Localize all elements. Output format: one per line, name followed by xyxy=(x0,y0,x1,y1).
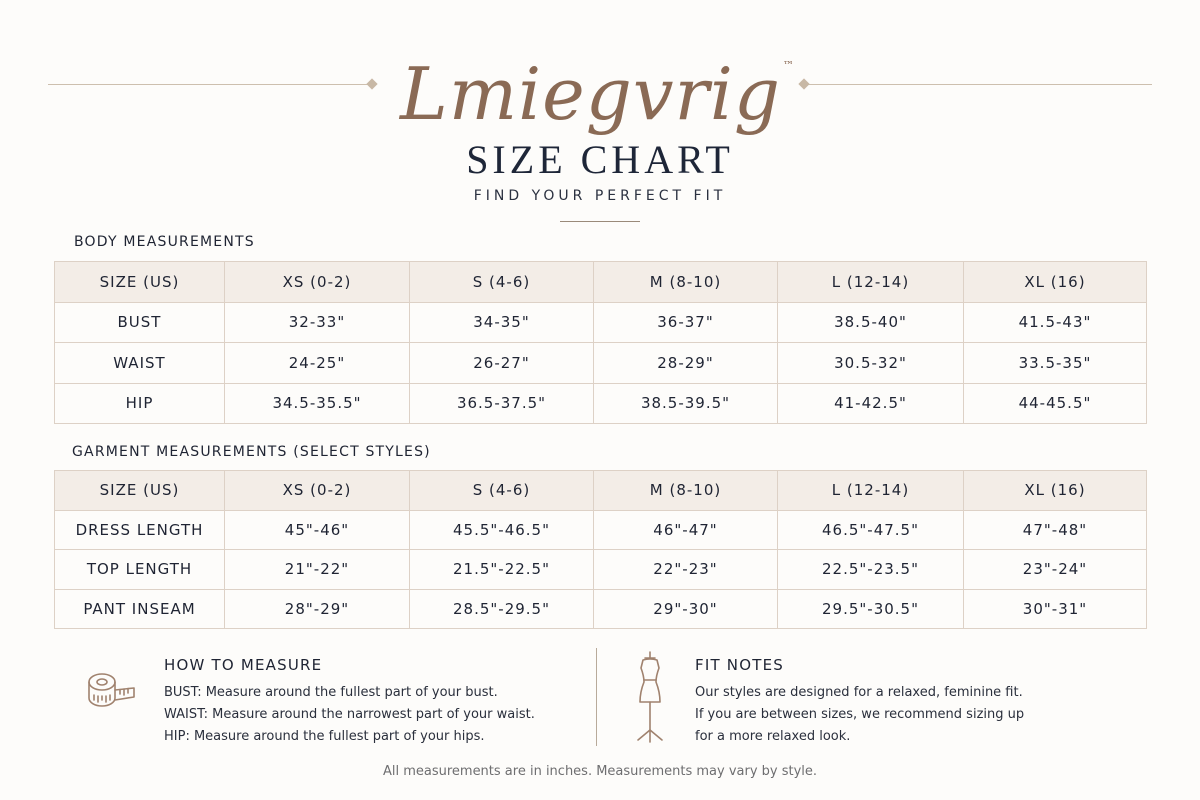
header-cell: L (12-14) xyxy=(778,471,964,511)
header-cell: S (4-6) xyxy=(410,262,594,303)
header-cell: XL (16) xyxy=(964,262,1147,303)
fit-notes-heading: FIT NOTES xyxy=(695,656,784,674)
row-label: DRESS LENGTH xyxy=(55,510,225,550)
table-header-row xyxy=(55,471,1147,511)
how-to-measure-text xyxy=(164,682,535,748)
header-cell: XL (16) xyxy=(964,471,1147,511)
title-divider xyxy=(560,221,640,222)
table-cell: 34.5-35.5" xyxy=(225,383,410,424)
table-cell: 23"-24" xyxy=(964,550,1147,590)
table-cell: 33.5-35" xyxy=(964,343,1147,384)
fit-note-line: Our styles are designed for a relaxed, feminine fit. xyxy=(695,685,1023,700)
garment-measurements-title: GARMENT MEASUREMENTS (SELECT STYLES) xyxy=(72,444,431,460)
measuring-tape-icon xyxy=(82,664,138,714)
table-cell: 38.5-39.5" xyxy=(594,383,778,424)
measure-instruction-waist: WAIST: Measure around the narrowest part of your waist. xyxy=(164,707,535,722)
table-cell: 21"-22" xyxy=(225,550,410,590)
body-measurements-title: BODY MEASUREMENTS xyxy=(74,234,255,250)
fit-note-line: If you are between sizes, we recommend sizing up xyxy=(695,707,1025,722)
table-cell: 36-37" xyxy=(594,302,778,343)
ornament-diamond-right xyxy=(798,78,809,89)
vertical-divider xyxy=(596,648,597,746)
table-cell: 44-45.5" xyxy=(964,383,1147,424)
row-label: TOP LENGTH xyxy=(55,550,225,590)
table-cell: 28.5"-29.5" xyxy=(410,589,594,629)
ornament-diamond-left xyxy=(366,78,377,89)
fit-note-line: for a more relaxed look. xyxy=(695,729,851,744)
table-row xyxy=(55,510,1147,550)
table-row xyxy=(55,302,1147,343)
page-subtitle: FIND YOUR PERFECT FIT xyxy=(473,188,727,204)
table-header-row xyxy=(55,262,1147,303)
row-label: PANT INSEAM xyxy=(55,589,225,629)
header-cell: XS (0-2) xyxy=(225,471,410,511)
table-cell: 24-25" xyxy=(225,343,410,384)
table-cell: 45.5"-46.5" xyxy=(410,510,594,550)
header xyxy=(0,0,1200,230)
trademark-symbol: ™ xyxy=(783,59,795,72)
fit-notes-text xyxy=(695,682,1024,748)
table-row xyxy=(55,343,1147,384)
table-cell: 28-29" xyxy=(594,343,778,384)
table-cell: 47"-48" xyxy=(964,510,1147,550)
table-row xyxy=(55,383,1147,424)
table-cell: 38.5-40" xyxy=(778,302,964,343)
table-cell: 41-42.5" xyxy=(778,383,964,424)
header-cell: S (4-6) xyxy=(410,471,594,511)
header-cell: L (12-14) xyxy=(778,262,964,303)
row-label: WAIST xyxy=(55,343,225,384)
table-cell: 21.5"-22.5" xyxy=(410,550,594,590)
table-cell: 29"-30" xyxy=(594,589,778,629)
table-cell: 46.5"-47.5" xyxy=(778,510,964,550)
table-cell: 22"-23" xyxy=(594,550,778,590)
table-cell: 29.5"-30.5" xyxy=(778,589,964,629)
table-cell: 45"-46" xyxy=(225,510,410,550)
brand-logo xyxy=(400,6,795,136)
ornament-line-right xyxy=(808,84,1152,85)
header-cell: M (8-10) xyxy=(594,471,778,511)
table-cell: 26-27" xyxy=(410,343,594,384)
footer-note: All measurements are in inches. Measurements may vary by style. xyxy=(382,764,818,779)
table-cell: 36.5-37.5" xyxy=(410,383,594,424)
header-cell: XS (0-2) xyxy=(225,262,410,303)
table-row xyxy=(55,589,1147,629)
dress-form-icon xyxy=(628,650,672,744)
measure-instruction-bust: BUST: Measure around the fullest part of your bust. xyxy=(164,685,498,700)
table-cell: 41.5-43" xyxy=(964,302,1147,343)
header-cell: SIZE (US) xyxy=(55,262,225,303)
table-cell: 34-35" xyxy=(410,302,594,343)
garment-measurements-table xyxy=(54,470,1147,629)
table-cell: 32-33" xyxy=(225,302,410,343)
page-title: SIZE CHART xyxy=(466,137,734,182)
measure-instruction-hip: HIP: Measure around the fullest part of your hips. xyxy=(164,729,485,744)
brand-logo-text: Lmiegvrig xyxy=(400,52,782,136)
row-label: BUST xyxy=(55,302,225,343)
how-to-measure-heading: HOW TO MEASURE xyxy=(164,656,323,674)
table-cell: 28"-29" xyxy=(225,589,410,629)
table-cell: 22.5"-23.5" xyxy=(778,550,964,590)
header-cell: SIZE (US) xyxy=(55,471,225,511)
row-label: HIP xyxy=(55,383,225,424)
table-row xyxy=(55,550,1147,590)
ornament-line-left xyxy=(48,84,370,85)
table-cell: 46"-47" xyxy=(594,510,778,550)
header-cell: M (8-10) xyxy=(594,262,778,303)
table-cell: 30"-31" xyxy=(964,589,1147,629)
body-measurements-table xyxy=(54,261,1147,424)
table-cell: 30.5-32" xyxy=(778,343,964,384)
